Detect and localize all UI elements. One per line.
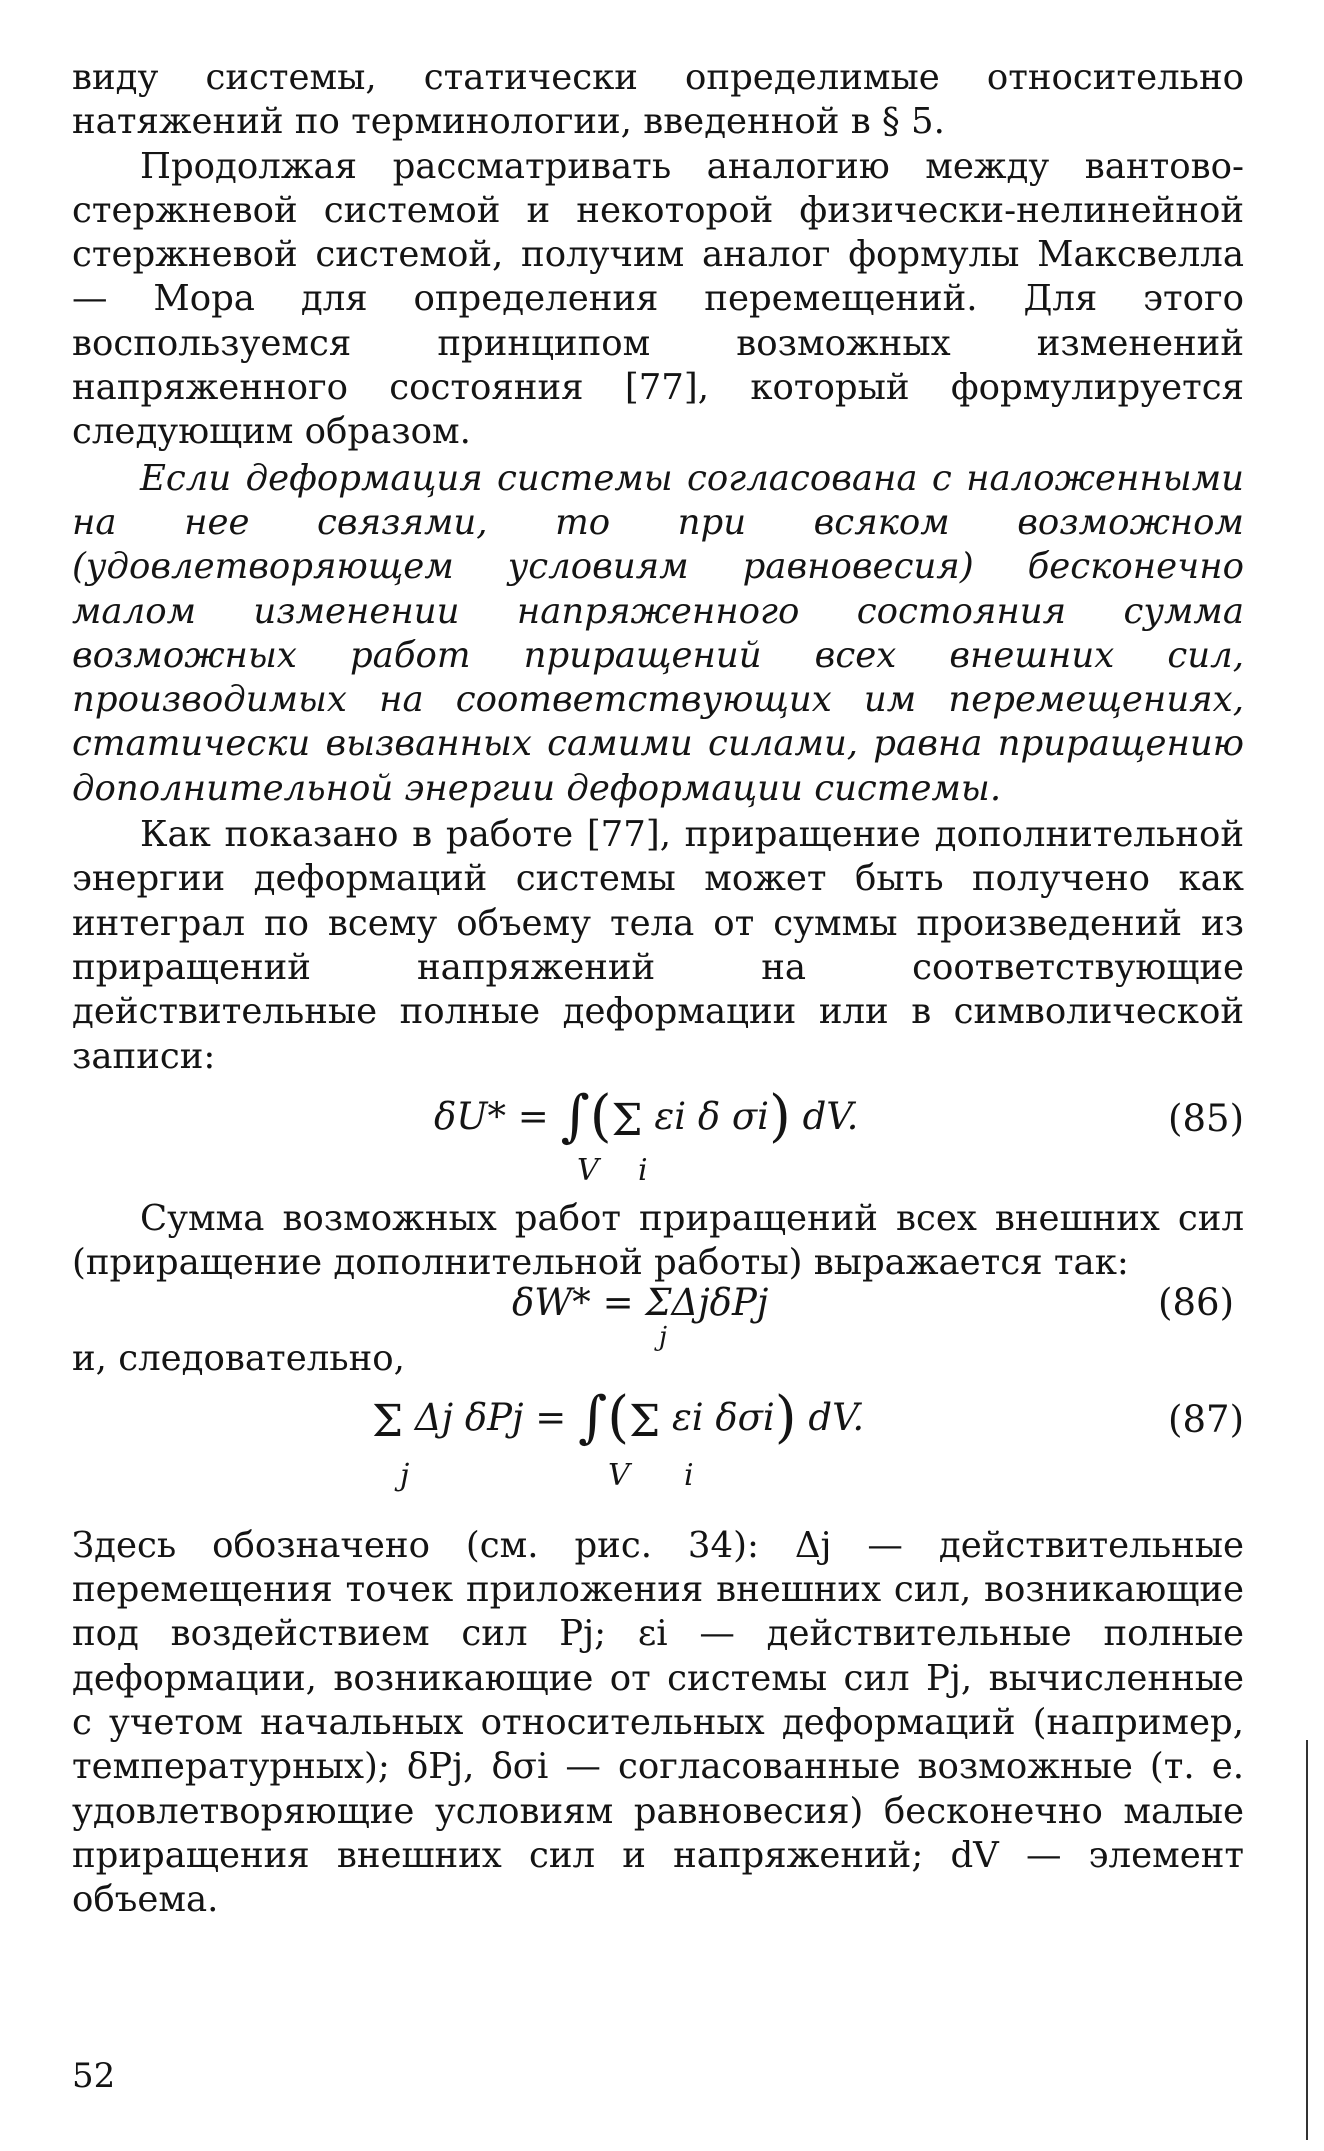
close-paren: ) xyxy=(769,1083,791,1149)
formula-87-sub-i: i xyxy=(684,1457,694,1493)
paragraph-continuation: виду системы, статически определимые относительно натяжений по терминологии, введенной в § 5. xyxy=(72,57,1244,143)
formula-87-body: εi δσi xyxy=(671,1395,775,1439)
formula-87-number: (87) xyxy=(1168,1397,1244,1441)
integral-sign: ∫ xyxy=(578,1384,608,1450)
sum-sign: Σ xyxy=(629,1395,661,1447)
sum-sign: Σ xyxy=(611,1094,643,1146)
page-number: 52 xyxy=(72,2056,116,2096)
formula-85-lhs: δU* = xyxy=(434,1094,549,1138)
formula-87 xyxy=(72,1384,1244,1510)
paragraph-notation: Здесь обозначено (см. рис. 34): Δj — действительные перемещения точек приложения внешних сил, возникающие под воздействием сил Pj; εi — действительные полные деформации, возникающие от системы сил Pj, вычисленные с учетом начальных относительных деформаций (например, температурных); δPj, δσi — согласованные возможные (т. е. удовлетворяющие условиям равновесия) бесконечно малые приращения внешних сил и напряжений; dV — элемент объема. xyxy=(72,1524,1244,1921)
paragraph-analogy: Продолжая рассматривать аналогию между вантово-стержневой системой и некоторой физически-нелинейной стержневой системой, получим аналог формулы Максвелла — Мора для определения перемещений. Для этого воспользуемся принципом возможных изменений напряженного состояния [77], который формулируется следующим образом. xyxy=(72,145,1244,453)
formula-85-body: εi δ σi xyxy=(654,1094,769,1138)
formula-87-sub-v: V xyxy=(608,1457,630,1493)
close-paren: ) xyxy=(774,1384,797,1450)
open-paren: ( xyxy=(589,1083,612,1149)
formula-85-sub-v: V xyxy=(577,1152,599,1188)
formula-87-lhs: Δj δPj = xyxy=(414,1395,567,1439)
page-body xyxy=(72,56,1244,1922)
formula-87-sub-j: j xyxy=(400,1457,410,1493)
formula-85-tail: dV. xyxy=(802,1094,859,1138)
paragraph-integral-intro: Как показано в работе [77], приращение дополнительной энергии деформаций системы может быть получено как интеграл по всему объему тела от суммы произведений из приращений напряжений на соответствующие действительные полные деформации или в символической записи: xyxy=(72,814,1244,1077)
formula-85 xyxy=(72,1083,1244,1188)
open-paren: ( xyxy=(607,1384,630,1450)
formula-87-tail: dV. xyxy=(808,1395,865,1439)
paragraph-external-work: Сумма возможных работ приращений всех внешних сил (приращение дополнительной работы) выражается так: xyxy=(72,1197,1244,1284)
formula-86-number: (86) xyxy=(1158,1281,1234,1325)
formula-86-sub-j: j xyxy=(659,1322,668,1353)
formula-85-sub-i: i xyxy=(638,1152,648,1188)
formula-86 xyxy=(72,1281,1244,1353)
sum-sign: Σ xyxy=(372,1395,404,1447)
paragraph-principle-italic: Если деформация системы согласована с наложенными на нее связями, то при всяком возможном (удовлетворяющем условиям равновесия) бесконечно малом изменении напряженного состояния сумма возможных работ приращений всех внешних сил, производимых на соответствующих им перемещениях, статически вызванных самими силами, равна приращению дополнительной энергии деформации системы. xyxy=(72,457,1244,809)
formula-85-number: (85) xyxy=(1168,1096,1244,1140)
formula-86-expr: δW* = ΣΔjδPj xyxy=(512,1281,769,1325)
paragraph-consequently: и, следовательно, xyxy=(72,1338,405,1380)
scan-edge-line xyxy=(1306,1740,1308,2140)
integral-sign: ∫ xyxy=(560,1083,590,1149)
